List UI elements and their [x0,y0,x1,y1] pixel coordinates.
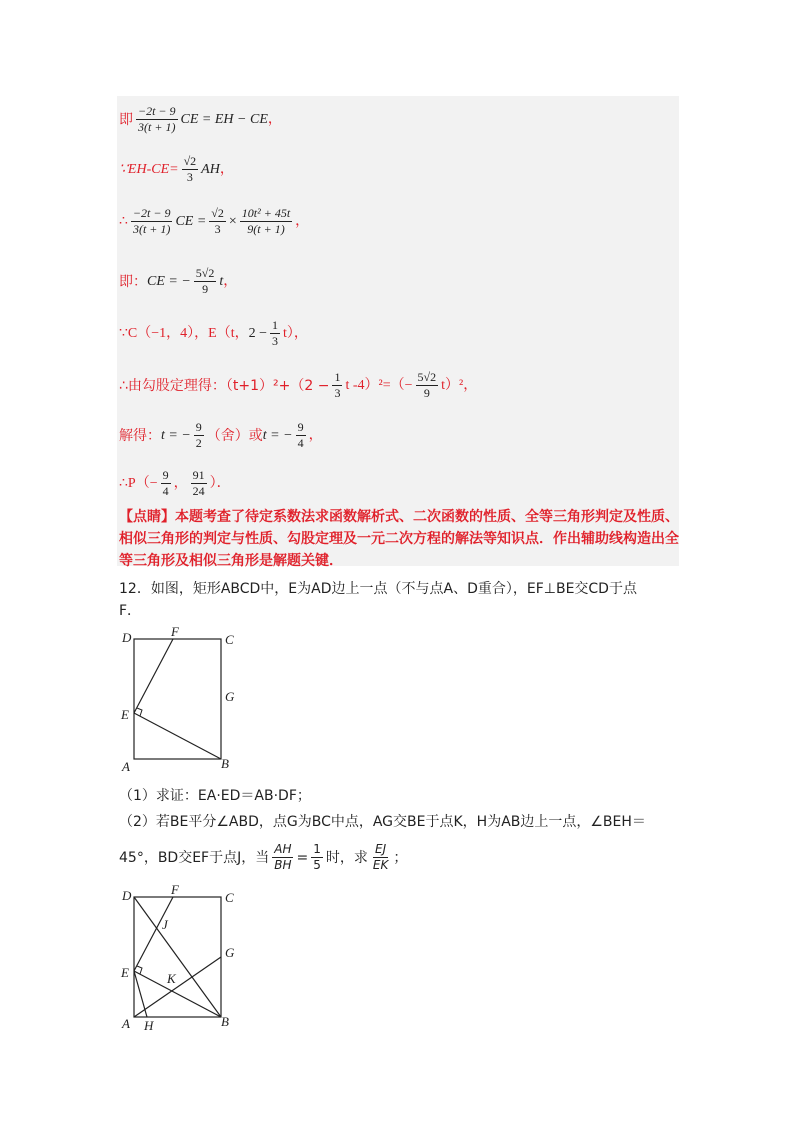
label-b: B [221,756,229,771]
fraction-denominator: 2 [195,436,202,450]
fraction [270,318,280,349]
figure-2 [115,882,245,1032]
segment-eb [134,713,221,759]
fraction-numerator: 5√2 [417,370,437,384]
fraction [182,154,199,185]
fraction-numerator: 9 [162,468,169,482]
fraction-denominator: 3(t + 1) [138,120,176,134]
fraction-numerator: 9 [195,420,202,434]
rectangle-abcd [134,639,221,759]
text: （舍）或 [206,427,263,444]
comment-text: 本题考查了待定系数法求函数解析式、二次函数的性质、全等三角形判定及性质、相似三角形的判定与性质、勾股定理及一元二次方程的解法等知识点．作出辅助线构造出全等三角形及相似三角形是解题关键． [119,509,679,569]
solution-line-4 [119,266,237,297]
label-e: E [121,707,129,722]
label-c: C [225,632,234,647]
fraction-numerator: 1 [272,318,278,332]
label-a: A [122,759,130,774]
fraction [161,468,171,499]
fraction-denominator: 24 [192,484,205,498]
text: 解得： [119,427,161,444]
text: 即 [119,111,133,128]
text: 时，求 [325,849,368,866]
solution-line-3 [119,206,309,237]
fraction [194,266,217,297]
fraction-denominator: BH [274,858,292,872]
equation: CE = EH − CE [180,111,268,127]
text: ∵EH-CE= [119,161,179,177]
punctuation: ， [223,273,238,289]
problem-line-1: 12．如图，矩形ABCD中，E为AD边上一点（不与点A、D重合），EF⊥BE交CD于点 [119,581,637,597]
punctuation: ， [295,213,310,229]
punctuation: ， [173,475,188,491]
fraction-denominator: 9(t + 1) [247,222,285,236]
label-e: E [121,965,129,980]
fraction [136,104,178,135]
fraction-denominator: 3 [334,386,341,400]
fraction [194,420,204,451]
problem-part-1: （1）求证：EA·ED＝AB·DF； [119,788,311,804]
fraction [311,842,323,873]
punctuation: ， [267,111,282,127]
text: 45°，BD交EF于点J，当 [119,849,270,866]
fraction-denominator: 3 [186,170,193,184]
fraction-numerator: 9 [297,420,304,434]
fraction-denominator: 9 [202,282,209,296]
expression: 2 − [248,325,267,341]
fraction-numerator: 91 [192,468,205,482]
fraction-denominator: 3(t + 1) [132,222,171,236]
equals-sign: = [296,849,309,866]
equation: t = − [262,427,293,443]
text: ∴P（− [119,475,158,491]
times-symbol: × [228,213,237,229]
label-d: D [122,630,132,645]
text: t）²， [441,377,478,393]
problem-part-2-line-1: （2）若BE平分∠ABD，点G为BC中点，AG交BE于点K，H为AB边上一点，∠BEH＝ [119,814,646,830]
fraction-denominator: 3 [214,222,221,236]
fraction [416,370,439,401]
fraction-numerator: 5√2 [195,266,215,280]
comment-paragraph [119,506,679,572]
fraction [191,468,207,499]
text: 即： [119,273,147,290]
fraction-denominator: 9 [423,386,430,400]
fraction-denominator: 4 [162,484,169,498]
fraction-numerator: EJ [375,842,387,856]
label-h: H [144,1018,154,1032]
label-f: F [171,625,179,639]
segment-eh [134,971,147,1017]
fraction [296,420,306,451]
fraction-denominator: 4 [297,436,304,450]
fraction-numerator: 1 [313,842,321,856]
fraction [332,370,342,401]
fraction-denominator: 3 [272,334,278,348]
label-f: F [171,882,179,897]
solution-line-5 [119,318,308,349]
punctuation: ， [219,161,234,177]
text: t -4）²=（− [345,377,413,393]
fraction-numerator: −2t − 9 [132,206,171,220]
label-b: B [221,1014,229,1029]
variable: AH [201,161,220,177]
fraction [209,206,226,237]
problem-line-2: F． [119,603,142,619]
fraction-numerator: √2 [183,154,197,168]
segment-ef [134,639,173,713]
label-c: C [225,890,234,905]
punctuation: ）． [209,475,231,491]
label-d: D [122,888,132,903]
solution-line-2 [119,154,234,185]
label-g: G [225,689,235,704]
fraction-numerator: −2t − 9 [138,104,176,118]
fraction [272,842,293,873]
variable: t [219,273,224,289]
punctuation: ， [308,427,323,443]
equation: CE = [175,213,207,229]
equation: CE = − [147,273,191,289]
fraction-denominator: EK [372,858,389,872]
segment-bd [134,897,221,1017]
figure-1 [115,625,245,775]
fraction-numerator: AH [274,842,292,856]
therefore-symbol: ∴ [119,213,128,229]
solution-line-6 [119,370,477,401]
label-a: A [122,1016,130,1031]
segment-eb [134,971,221,1017]
fraction-numerator: 1 [334,370,341,384]
problem-statement [119,578,679,622]
equation: t = − [161,427,191,443]
label-g: G [225,945,235,960]
solution-line-1 [119,104,282,135]
solution-line-7 [119,420,323,451]
text: ∴由勾股定理得：（t+1）²+（2 − [119,377,330,394]
segment-ef [134,897,173,971]
segment-ag [134,957,221,1017]
text: ∵C（−1，4），E（t， [119,325,249,341]
label-j: J [162,917,168,932]
comment-tag: 【点睛】 [119,509,175,525]
fraction [240,206,292,237]
fraction-numerator: 10t² + 45t [241,206,291,220]
punctuation: ； [393,849,408,866]
fraction [131,206,173,237]
fraction-numerator: √2 [211,206,224,220]
solution-line-8 [119,468,231,499]
fraction [371,842,390,873]
text: t）， [283,325,308,341]
label-k: K [167,971,176,986]
problem-part-2-line-2 [119,842,407,873]
fraction-denominator: 5 [313,858,321,872]
